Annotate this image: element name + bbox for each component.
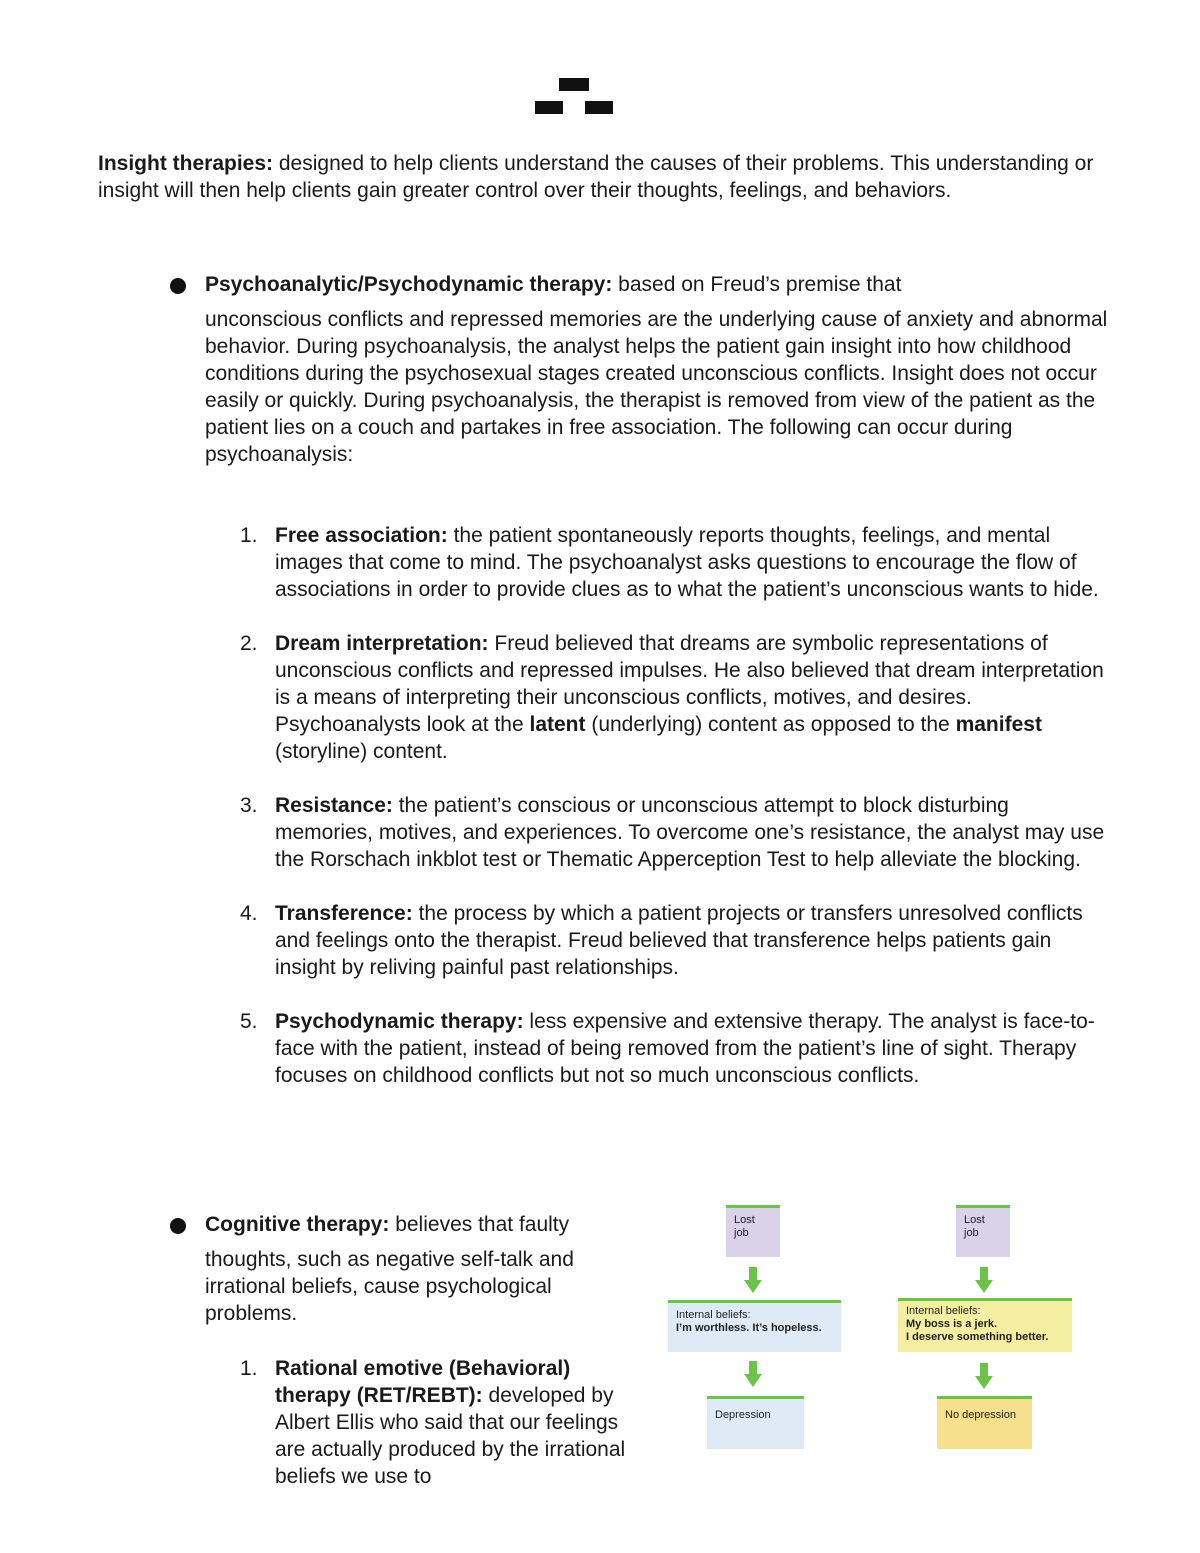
right-event-box: [956, 1205, 1010, 1257]
right-beliefs-line2: I deserve something better.: [906, 1331, 1049, 1343]
item-term: Resistance:: [275, 794, 393, 817]
item-number: 1.: [240, 1357, 258, 1380]
cognitive-list: [170, 1355, 630, 1490]
bullet-icon: [170, 1218, 186, 1234]
cognitive-section: [170, 1211, 630, 1327]
bullet-icon: [170, 278, 186, 294]
left-beliefs-title: Internal beliefs:: [676, 1309, 751, 1321]
down-arrow-icon: [744, 1267, 762, 1293]
list-item: [170, 630, 1110, 765]
item-text: less expensive and extensive therapy. The analyst is face-to-face with the patient, instead of being removed from the patient’s line of sight. Therapy focuses on childhood conflicts but not so much unconscious conflicts.: [275, 1010, 1095, 1087]
item-term: Free association:: [275, 524, 448, 547]
item-text: the process by which a patient projects or transfers unresolved conflicts and feelings onto the therapist. Freud believed that transference helps patients gain insight by reliving painful past relationships.: [275, 902, 1083, 979]
list-item: [170, 1008, 1110, 1089]
psychoanalysis-list: [170, 522, 1110, 1089]
item-text: developed by Albert Ellis who said that our feelings are actually produced by the irrational beliefs we use to: [275, 1384, 626, 1488]
right-event-label: Lost job: [964, 1214, 985, 1239]
item-text: Freud believed that dreams are symbolic representations of unconscious conflicts and repressed impulses. He also believed that dream interpretation is a means of interpreting their unconscious conflicts, motives, and desires. Psychoanalysts look at the: [275, 632, 1104, 736]
item-text: (storyline) content.: [275, 740, 448, 763]
item-text: the patient spontaneously reports thoughts, feelings, and mental images that come to mind. The psychoanalyst asks questions to encourage the flow of associations in order to provide clues as to what the patient’s unconscious wants to hide.: [275, 524, 1099, 601]
item-term: Dream interpretation:: [275, 632, 489, 655]
item-text: the patient’s conscious or unconscious attempt to block disturbing memories, motives, and experiences. To overcome one’s resistance, the analyst may use the Rorschach inkblot test or Thematic Apperception Test to help alleviate the blocking.: [275, 794, 1105, 871]
item-number: 3.: [240, 794, 258, 817]
left-outcome-label: Depression: [715, 1409, 771, 1421]
cognitive-flowchart: [660, 1200, 1080, 1460]
intro-paragraph: [98, 150, 1108, 204]
down-arrow-icon: [975, 1267, 993, 1293]
intro-term: Insight therapies:: [98, 152, 274, 175]
left-event-box: [726, 1205, 780, 1257]
right-outcome-label: No depression: [945, 1409, 1016, 1421]
manifest-term: manifest: [955, 713, 1042, 736]
item-number: 5.: [240, 1010, 258, 1033]
item-text: (underlying) content as opposed to the: [585, 713, 956, 736]
right-beliefs-box: [898, 1298, 1072, 1352]
item-number: 2.: [240, 632, 258, 655]
down-arrow-icon: [975, 1363, 993, 1389]
intro-text: designed to help clients understand the causes of their problems. This understanding or insight will then help clients gain greater control over their thoughts, feelings, and behaviors.: [98, 152, 1094, 202]
list-item: [170, 900, 1110, 981]
left-event-label: Lost job: [734, 1214, 755, 1239]
cognitive-heading: [205, 1211, 630, 1238]
psychoanalytic-heading: [205, 271, 1110, 298]
cognitive-term: Cognitive therapy:: [205, 1213, 390, 1236]
item-number: 1.: [240, 524, 258, 547]
right-beliefs-title: Internal beliefs:: [906, 1305, 981, 1317]
psychoanalytic-body: unconscious conflicts and repressed memories are the underlying cause of anxiety and abnormal behavior. During psychoanalysis, the analyst helps the patient gain insight into how childhood conditions during the psychosexual stages created unconscious conflicts. Insight does not occur easily or quickly. During psychoanalysis, the therapist is removed from view of the patient as the patient lies on a couch and partakes in free association. The following can occur during psychoanalysis:: [205, 308, 1108, 466]
left-beliefs-text: I’m worthless. It’s hopeless.: [676, 1322, 822, 1334]
item-term: Transference:: [275, 902, 413, 925]
cognitive-lead: believes that faulty: [389, 1213, 570, 1236]
item-term: Psychodynamic therapy:: [275, 1010, 524, 1033]
down-arrow-icon: [744, 1361, 762, 1387]
right-beliefs-line1: My boss is a jerk.: [906, 1318, 998, 1330]
list-item: [170, 522, 1110, 603]
left-outcome-box: [707, 1396, 804, 1449]
psychoanalytic-lead: based on Freud’s premise that: [612, 273, 902, 296]
list-item: [170, 792, 1110, 873]
psychoanalytic-section: [170, 271, 1110, 468]
psychoanalytic-term: Psychoanalytic/Psychodynamic therapy:: [205, 273, 613, 296]
cognitive-body: thoughts, such as negative self-talk and irrational beliefs, cause psychological problems.: [205, 1248, 574, 1325]
list-item: [170, 1355, 630, 1490]
left-beliefs-box: [668, 1300, 841, 1352]
right-outcome-box: [937, 1396, 1032, 1449]
item-number: 4.: [240, 902, 258, 925]
document-logo: [535, 78, 613, 116]
latent-term: latent: [529, 713, 586, 736]
item-term: Rational emotive (Behavioral) therapy (RET/REBT):: [275, 1357, 571, 1407]
